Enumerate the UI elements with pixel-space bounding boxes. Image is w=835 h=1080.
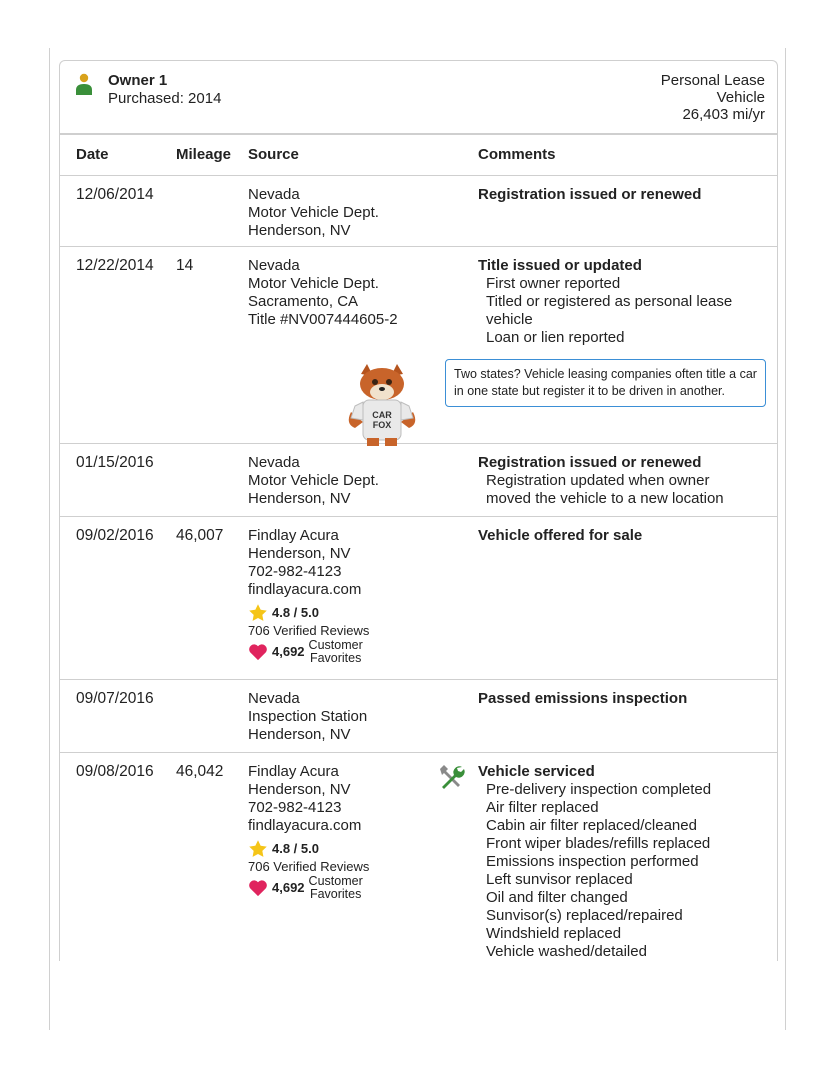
row-comments: Registration issued or renewed xyxy=(478,186,702,203)
right-border xyxy=(785,48,786,1030)
table-row xyxy=(60,444,777,517)
person-icon xyxy=(76,73,92,95)
table-row xyxy=(60,176,777,247)
table-row xyxy=(60,247,777,444)
table-row xyxy=(60,680,777,753)
left-border xyxy=(49,48,50,1030)
row-date: 12/06/2014 xyxy=(76,186,154,203)
table-row xyxy=(60,753,777,961)
owner-name: Owner 1 xyxy=(108,72,168,89)
row-date: 09/07/2016 xyxy=(76,690,154,707)
row-comments: Title issued or updated First owner reported Titled or registered as personal lease vehicle Loan or lien reported xyxy=(478,257,733,346)
svg-text:FOX: FOX xyxy=(372,420,392,430)
star-icon xyxy=(248,839,268,859)
col-comments: Comments xyxy=(478,146,556,163)
owner-history-card xyxy=(59,60,778,961)
owner-purchased: Purchased: 2014 xyxy=(108,90,222,107)
col-mileage: Mileage xyxy=(176,146,232,163)
dealer-link[interactable]: findlayacura.com xyxy=(248,581,362,598)
table-header xyxy=(60,135,777,176)
row-source: Findlay Acura Henderson, NV 702-982-4123 findlayacura.com 4.8 / 5.0 706 Verified Reviews 4,692 Customer Favorites xyxy=(248,527,370,665)
star-icon xyxy=(248,603,268,623)
dealer-link[interactable]: findlayacura.com xyxy=(248,817,362,834)
table-row xyxy=(60,517,777,680)
dealer-rating: 4.8 / 5.0 706 Verified Reviews 4,692 Customer Favorites xyxy=(248,841,370,901)
row-source: Nevada Motor Vehicle Dept. Sacramento, CA Title #NV007444605-2 xyxy=(248,257,398,328)
svg-text:CAR: CAR xyxy=(372,410,392,420)
row-source: Nevada Inspection Station Henderson, NV xyxy=(248,690,368,743)
reviews-link[interactable]: 706 Verified Reviews xyxy=(248,623,370,638)
row-comments: Passed emissions inspection xyxy=(478,690,688,707)
reviews-link[interactable]: 706 Verified Reviews xyxy=(248,859,370,874)
carfox-mascot-icon xyxy=(343,362,421,446)
owner-type: Personal Lease Vehicle 26,403 mi/yr xyxy=(660,72,765,123)
row-comments: Vehicle serviced Pre-delivery inspection completed Air filter replaced Cabin air filter replaced/cleaned Front wiper blades/refills replaced Emissions inspection performed Left sunvisor replaced Oil and filter changed Sunvisor(s) replaced/repaired Windshield replaced Vehicle washed/detailed xyxy=(478,763,712,960)
row-source: Nevada Motor Vehicle Dept. Henderson, NV xyxy=(248,454,379,507)
row-comments: Registration issued or renewed Registration updated when owner moved the vehicle to a new location xyxy=(478,454,724,507)
row-date: 01/15/2016 xyxy=(76,454,154,471)
row-date: 12/22/2014 xyxy=(76,257,154,274)
owner-header xyxy=(60,61,777,135)
heart-icon xyxy=(248,643,268,661)
row-mileage: 46,007 xyxy=(176,527,224,544)
heart-icon xyxy=(248,879,268,897)
col-source: Source xyxy=(248,146,299,163)
tooltip-two-states: Two states? Vehicle leasing companies often title a car in one state but register it to be driven in another. xyxy=(445,359,766,407)
col-date: Date xyxy=(76,146,109,163)
row-source: Nevada Motor Vehicle Dept. Henderson, NV xyxy=(248,186,379,239)
dealer-rating: 4.8 / 5.0 706 Verified Reviews 4,692 Customer Favorites xyxy=(248,605,370,665)
row-date: 09/08/2016 xyxy=(76,763,154,780)
row-date: 09/02/2016 xyxy=(76,527,154,544)
row-mileage: 46,042 xyxy=(176,763,224,780)
service-tools-icon xyxy=(436,763,466,793)
row-mileage: 14 xyxy=(176,257,194,274)
row-source: Findlay Acura Henderson, NV 702-982-4123 findlayacura.com 4.8 / 5.0 706 Verified Reviews 4,692 Customer Favorites xyxy=(248,763,370,901)
row-comments: Vehicle offered for sale xyxy=(478,527,643,544)
